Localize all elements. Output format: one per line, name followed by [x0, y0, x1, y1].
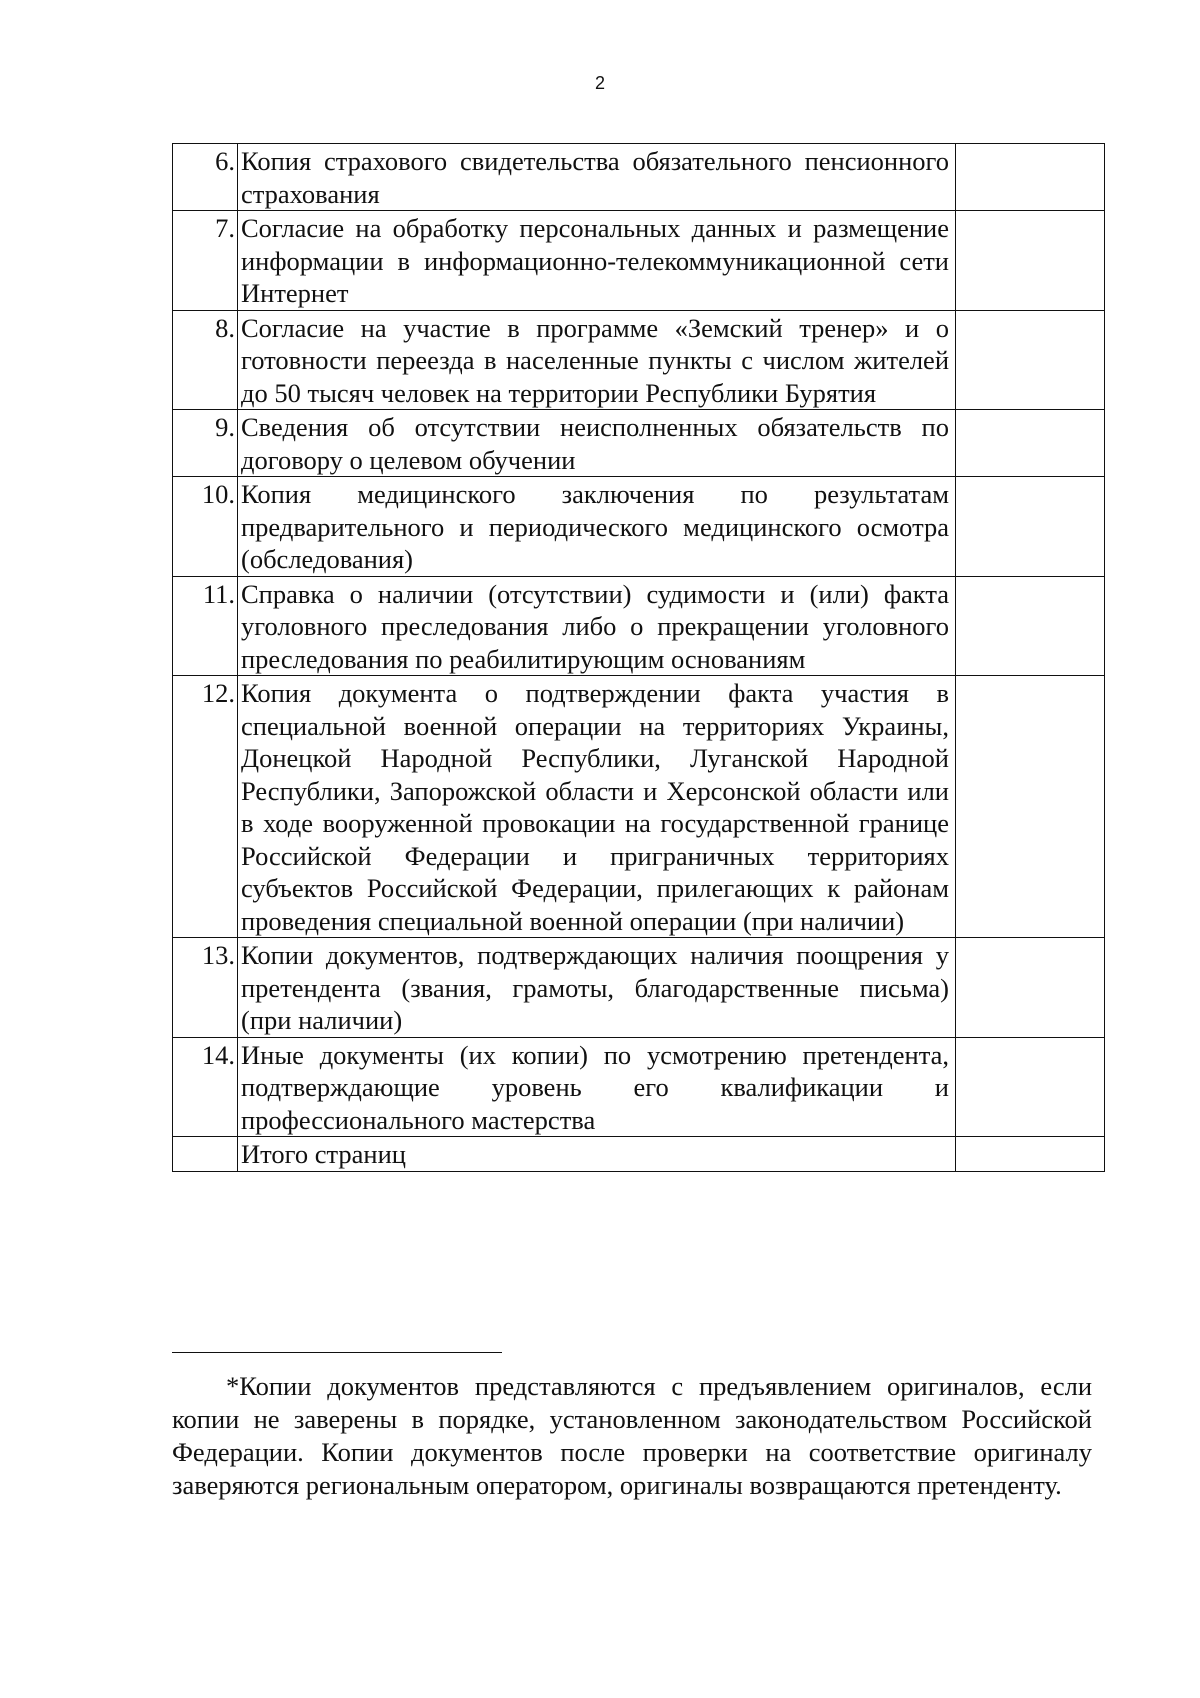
footnote-text: *Копии документов представляются с предъявлением оригиналов, если копии не заверены в порядке, установленном законодательством Российской Федерации. Копии документов после проверки на соответствие оригиналу заверяются региональным оператором, оригиналы возвращаются претенденту.	[172, 1371, 1092, 1500]
row-number: 7.	[173, 211, 238, 311]
row-number: 12.	[173, 676, 238, 938]
row-number: 13.	[173, 938, 238, 1038]
page-count-cell	[956, 211, 1105, 311]
table-row	[173, 938, 1105, 1038]
row-number: 8.	[173, 310, 238, 410]
page-count-cell	[956, 144, 1105, 211]
document-description: Согласие на участие в программе «Земский тренер» и о готовности переезда в населенные пункты с числом жителей до 50 тысяч человек на территории Республики Бурятия	[238, 310, 956, 410]
document-description: Справка о наличии (отсутствии) судимости и (или) факта уголовного преследования либо о прекращении уголовного преследования по реабилитирующим основаниям	[238, 576, 956, 676]
table-row	[173, 576, 1105, 676]
document-description: Иные документы (их копии) по усмотрению претендента, подтверждающие уровень его квалификации и профессионального мастерства	[238, 1037, 956, 1137]
table-row	[173, 310, 1105, 410]
document-description: Согласие на обработку персональных данных и размещение информации в информационно-телекоммуникационной сети Интернет	[238, 211, 956, 311]
document-description: Копия страхового свидетельства обязательного пенсионного страхования	[238, 144, 956, 211]
document-description: Копии документов, подтверждающих наличия поощрения у претендента (звания, грамоты, благодарственные письма) (при наличии)	[238, 938, 956, 1038]
page-number: 2	[594, 73, 605, 93]
page-count-cell	[956, 477, 1105, 577]
table-row	[173, 211, 1105, 311]
page-count-cell	[956, 676, 1105, 938]
page-count-cell	[956, 576, 1105, 676]
row-number: 6.	[173, 144, 238, 211]
page-count-cell	[956, 1037, 1105, 1137]
total-pages-label: Итого страниц	[238, 1137, 956, 1172]
total-row-number	[173, 1137, 238, 1172]
row-number: 11.	[173, 576, 238, 676]
table-row	[173, 144, 1105, 211]
row-number: 9.	[173, 410, 238, 477]
row-number: 10.	[173, 477, 238, 577]
table-row	[173, 676, 1105, 938]
document-description: Копия документа о подтверждении факта участия в специальной военной операции на территориях Украины, Донецкой Народной Республики, Луганской Народной Республики, Запорожской области и Херсонской области или в ходе вооруженной провокации на государственной границе Российской Федерации и приграничных территориях субъектов Российской Федерации, прилегающих к районам проведения специальной военной операции (при наличии)	[238, 676, 956, 938]
table-row	[173, 1037, 1105, 1137]
table-row	[173, 410, 1105, 477]
total-pages-cell	[956, 1137, 1105, 1172]
table-row	[173, 477, 1105, 577]
document-description: Копия медицинского заключения по результатам предварительного и периодического медицинского осмотра (обследования)	[238, 477, 956, 577]
footnote-divider	[172, 1352, 502, 1353]
documents-table	[172, 143, 1105, 1172]
row-number: 14.	[173, 1037, 238, 1137]
page-count-cell	[956, 310, 1105, 410]
document-description: Сведения об отсутствии неисполненных обязательств по договору о целевом обучении	[238, 410, 956, 477]
page-count-cell	[956, 410, 1105, 477]
total-row	[173, 1137, 1105, 1172]
page-count-cell	[956, 938, 1105, 1038]
